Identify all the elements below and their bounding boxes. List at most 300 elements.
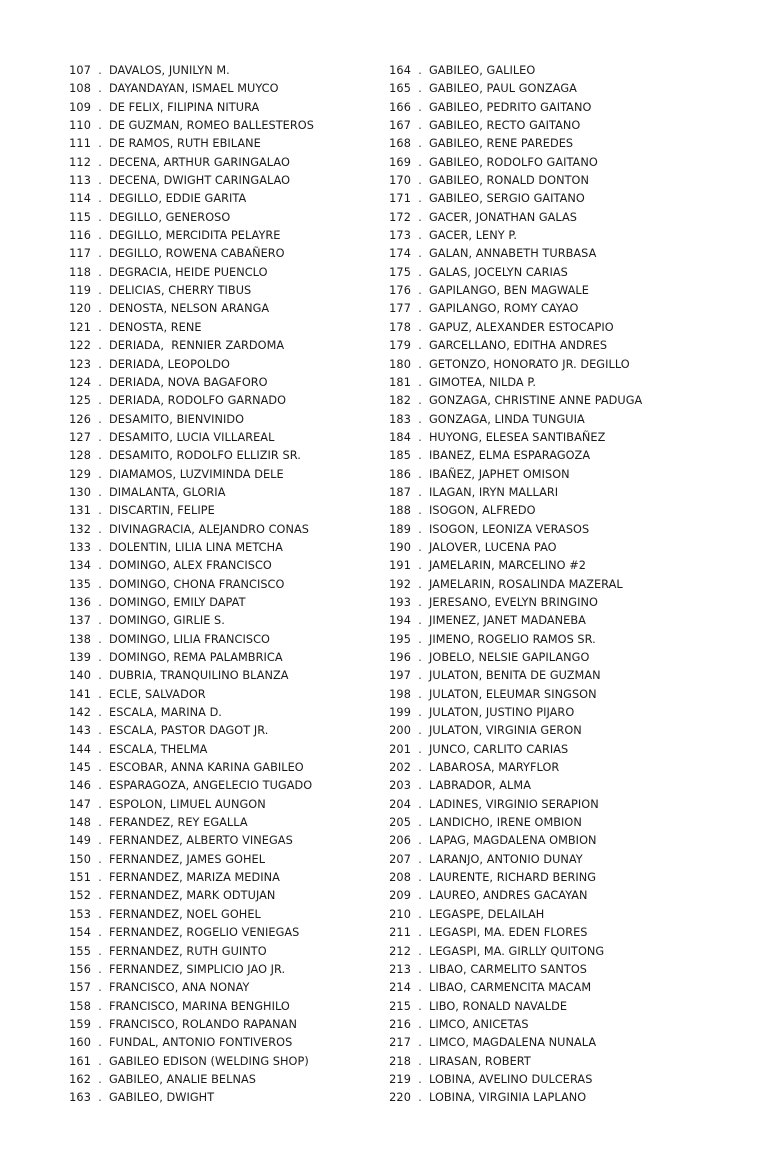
- list-item-name: DOMINGO, ALEX FRANCISCO: [109, 559, 272, 573]
- list-item-separator: .: [98, 82, 102, 96]
- list-item-number: 141: [69, 687, 91, 701]
- list-item-number: 216: [389, 1017, 411, 1031]
- list-item-name: DOMINGO, REMA PALAMBRICA: [109, 651, 283, 664]
- list-item-separator: .: [98, 926, 102, 940]
- list-item-separator: .: [98, 999, 102, 1013]
- list-item: [382, 1089, 702, 1107]
- list-item: [62, 998, 382, 1016]
- list-item: [382, 1053, 702, 1071]
- list-item: [62, 649, 382, 667]
- list-item: [382, 117, 702, 135]
- list-item: [62, 759, 382, 777]
- list-item-name: FRANCISCO, ROLANDO RAPANAN: [109, 1017, 297, 1031]
- list-item-separator: .: [98, 174, 102, 188]
- list-item-separator: .: [418, 155, 422, 169]
- list-item-separator: .: [418, 247, 422, 261]
- list-item-name: ILAGAN, IRYN MALLARI: [429, 485, 559, 499]
- list-item-separator: .: [418, 137, 422, 151]
- list-item-name: LAPAG, MAGDALENA OMBION: [429, 834, 597, 848]
- list-item-number: 176: [389, 284, 411, 298]
- list-item-number: 107: [69, 64, 91, 77]
- list-item: [382, 447, 702, 465]
- list-item-name: LIBAO, CARMELITO SANTOS: [429, 962, 588, 976]
- list-item: [382, 667, 702, 685]
- list-item-name: GABILEO, ANALIE BELNAS: [109, 1072, 256, 1086]
- list-item: [382, 594, 702, 612]
- list-item-name: DIAMAMOS, LUZVIMINDA DELE: [109, 467, 284, 481]
- list-item: [382, 502, 702, 520]
- list-item-number: 210: [389, 907, 411, 921]
- list-item-number: 177: [389, 302, 411, 316]
- list-item: [62, 484, 382, 502]
- list-item-number: 188: [389, 504, 411, 518]
- list-item-number: 160: [69, 1036, 91, 1050]
- list-item-number: 196: [389, 651, 411, 664]
- list-item-name: JIMENEZ, JANET MADANEBA: [429, 614, 586, 628]
- list-item: [62, 1016, 382, 1034]
- list-item-number: 142: [69, 706, 91, 720]
- list-item: [62, 190, 382, 208]
- list-item: [382, 906, 702, 924]
- list-item-number: 186: [389, 467, 411, 481]
- list-item-separator: .: [98, 1036, 102, 1050]
- list-item-name: FRANCISCO, ANA NONAY: [109, 981, 250, 995]
- list-item-name: FERNANDEZ, ALBERTO VINEGAS: [109, 834, 293, 848]
- list-item-separator: .: [418, 504, 422, 518]
- list-item: [382, 300, 702, 318]
- list-item-separator: .: [418, 871, 422, 885]
- list-item-number: 170: [389, 174, 411, 188]
- list-item-number: 173: [389, 229, 411, 243]
- list-item-name: LIBAO, CARMENCITA MACAM: [429, 981, 592, 995]
- list-item: [62, 869, 382, 887]
- list-item: [382, 796, 702, 814]
- list-item-separator: .: [418, 64, 422, 77]
- list-item: [62, 300, 382, 318]
- list-item-name: ESPOLON, LIMUEL AUNGON: [109, 797, 266, 811]
- list-item-name: LOBINA, AVELINO DULCERAS: [429, 1072, 593, 1086]
- list-item-separator: .: [418, 981, 422, 995]
- list-item-name: DESAMITO, RODOLFO ELLIZIR SR.: [109, 449, 301, 463]
- list-item-number: 199: [389, 706, 411, 720]
- list-item-number: 190: [389, 540, 411, 554]
- list-item: [62, 943, 382, 961]
- list-item-separator: .: [418, 320, 422, 334]
- list-item-separator: .: [418, 467, 422, 481]
- list-item-separator: .: [98, 559, 102, 573]
- list-item: [382, 392, 702, 410]
- list-item-separator: .: [418, 742, 422, 756]
- list-item-separator: .: [418, 1091, 422, 1105]
- list-item-name: LABAROSA, MARYFLOR: [429, 761, 560, 775]
- list-item-separator: .: [98, 540, 102, 554]
- list-item-separator: .: [418, 1017, 422, 1031]
- list-item-number: 200: [389, 724, 411, 738]
- list-item-name: GONZAGA, LINDA TUNGUIA: [429, 412, 585, 426]
- list-item-number: 124: [69, 375, 91, 389]
- list-item: [62, 282, 382, 300]
- list-item: [382, 851, 702, 869]
- list-item: [382, 429, 702, 447]
- list-item: [382, 319, 702, 337]
- list-item-separator: .: [418, 339, 422, 353]
- list-item-number: 162: [69, 1072, 91, 1086]
- list-item-name: LIRASAN, ROBERT: [429, 1054, 531, 1068]
- list-item: [62, 447, 382, 465]
- list-item-separator: .: [418, 1072, 422, 1086]
- list-item-name: LIMCO, ANICETAS: [429, 1017, 529, 1031]
- list-item-separator: .: [418, 687, 422, 701]
- list-item-separator: .: [98, 852, 102, 866]
- list-item-separator: .: [418, 119, 422, 133]
- list-item: [62, 502, 382, 520]
- list-item-name: LEGASPI, MA. EDEN FLORES: [429, 926, 588, 940]
- name-list-column-left: [62, 62, 382, 1108]
- list-item-separator: .: [418, 816, 422, 830]
- list-item-number: 128: [69, 449, 91, 463]
- list-item: [62, 924, 382, 942]
- list-item: [382, 245, 702, 263]
- list-item-number: 123: [69, 357, 91, 371]
- list-item-number: 215: [389, 999, 411, 1013]
- list-item-number: 148: [69, 816, 91, 830]
- list-item: [62, 979, 382, 997]
- list-item-number: 129: [69, 467, 91, 481]
- list-item-number: 110: [69, 119, 91, 133]
- list-item-name: LAUREO, ANDRES GACAYAN: [429, 889, 588, 903]
- list-item-separator: .: [98, 687, 102, 701]
- list-item-number: 133: [69, 540, 91, 554]
- list-item: [62, 99, 382, 117]
- list-item-number: 183: [389, 412, 411, 426]
- list-item-number: 191: [389, 559, 411, 573]
- list-item: [382, 557, 702, 575]
- list-item-number: 149: [69, 834, 91, 848]
- list-item-separator: .: [98, 962, 102, 976]
- list-item-number: 136: [69, 595, 91, 609]
- list-item: [382, 722, 702, 740]
- list-item-separator: .: [418, 559, 422, 573]
- list-item: [62, 466, 382, 484]
- list-item: [382, 887, 702, 905]
- list-item-number: 219: [389, 1072, 411, 1086]
- list-item-separator: .: [418, 907, 422, 921]
- list-item-number: 111: [69, 137, 91, 151]
- list-item-separator: .: [418, 632, 422, 646]
- list-item-separator: .: [98, 669, 102, 683]
- list-item-number: 126: [69, 412, 91, 426]
- list-item-name: IBANEZ, ELMA ESPARAGOZA: [429, 449, 591, 463]
- list-item-number: 197: [389, 669, 411, 683]
- list-item-name: GABILEO, PEDRITO GAITANO: [429, 100, 592, 114]
- list-item-number: 117: [69, 247, 91, 261]
- list-item-name: ESPARAGOZA, ANGELECIO TUGADO: [109, 779, 313, 793]
- list-item: [62, 62, 382, 80]
- list-item-separator: .: [98, 504, 102, 518]
- list-item-name: GIMOTEA, NILDA P.: [429, 375, 537, 389]
- list-item: [62, 264, 382, 282]
- list-item: [62, 961, 382, 979]
- list-item-number: 153: [69, 907, 91, 921]
- list-item-name: JIMENO, ROGELIO RAMOS SR.: [429, 632, 596, 646]
- list-item-name: LADINES, VIRGINIO SERAPION: [429, 797, 599, 811]
- list-item-separator: .: [418, 651, 422, 664]
- list-item-name: DELICIAS, CHERRY TIBUS: [109, 284, 252, 298]
- list-item-name: JUNCO, CARLITO CARIAS: [429, 742, 569, 756]
- list-item-name: GACER, JONATHAN GALAS: [429, 210, 578, 224]
- list-item-name: DESAMITO, LUCIA VILLAREAL: [109, 430, 275, 444]
- list-item-separator: .: [418, 229, 422, 243]
- list-item: [62, 906, 382, 924]
- list-item-number: 130: [69, 485, 91, 499]
- list-item: [382, 961, 702, 979]
- list-item-separator: .: [98, 706, 102, 720]
- list-item-name: FERANDEZ, REY EGALLA: [109, 816, 248, 830]
- list-item-name: ESCOBAR, ANNA KARINA GABILEO: [109, 761, 304, 775]
- list-item-number: 175: [389, 265, 411, 279]
- list-item: [382, 80, 702, 98]
- list-item-name: FUNDAL, ANTONIO FONTIVEROS: [109, 1036, 293, 1050]
- list-item-name: FERNANDEZ, ROGELIO VENIEGAS: [109, 926, 300, 940]
- list-item-name: DENOSTA, NELSON ARANGA: [109, 302, 270, 316]
- list-item: [382, 704, 702, 722]
- list-item-separator: .: [418, 430, 422, 444]
- list-item-name: ISOGON, ALFREDO: [429, 504, 536, 518]
- list-item-name: JAMELARIN, MARCELINO #2: [429, 559, 586, 573]
- list-item-number: 172: [389, 210, 411, 224]
- list-item: [62, 117, 382, 135]
- list-item-name: DAVALOS, JUNILYN M.: [109, 64, 230, 77]
- list-item-number: 211: [389, 926, 411, 940]
- list-item-number: 152: [69, 889, 91, 903]
- list-item-separator: .: [418, 265, 422, 279]
- list-item-separator: .: [98, 302, 102, 316]
- list-item-name: FERNANDEZ, SIMPLICIO JAO JR.: [109, 962, 286, 976]
- list-item-name: GABILEO, RONALD DONTON: [429, 174, 589, 188]
- list-item-name: JAMELARIN, ROSALINDA MAZERAL: [429, 577, 623, 591]
- list-item-separator: .: [418, 1036, 422, 1050]
- list-item-number: 122: [69, 339, 91, 353]
- list-item-separator: .: [98, 265, 102, 279]
- list-item-number: 204: [389, 797, 411, 811]
- list-item: [382, 869, 702, 887]
- list-item: [382, 649, 702, 667]
- list-item-number: 206: [389, 834, 411, 848]
- list-item: [382, 814, 702, 832]
- list-item-name: GARCELLANO, EDITHA ANDRES: [429, 339, 608, 353]
- list-item-separator: .: [418, 357, 422, 371]
- list-item: [62, 337, 382, 355]
- list-item-separator: .: [98, 889, 102, 903]
- list-item-separator: .: [418, 412, 422, 426]
- list-item: [382, 411, 702, 429]
- list-item-number: 115: [69, 210, 91, 224]
- list-item-number: 217: [389, 1036, 411, 1050]
- list-item-name: JERESANO, EVELYN BRINGINO: [429, 595, 598, 609]
- list-item-number: 109: [69, 100, 91, 114]
- list-item-number: 181: [389, 375, 411, 389]
- list-item-separator: .: [418, 706, 422, 720]
- list-item-name: DIMALANTA, GLORIA: [109, 485, 226, 499]
- list-item-number: 167: [389, 119, 411, 133]
- list-item-number: 140: [69, 669, 91, 683]
- list-item-separator: .: [98, 907, 102, 921]
- list-item-separator: .: [98, 577, 102, 591]
- list-item-name: FERNANDEZ, MARK ODTUJAN: [109, 889, 276, 903]
- list-item: [62, 594, 382, 612]
- list-item: [382, 154, 702, 172]
- list-item: [382, 759, 702, 777]
- list-item: [382, 99, 702, 117]
- list-item: [382, 1034, 702, 1052]
- list-item-name: LEGASPE, DELAILAH: [429, 907, 545, 921]
- list-item-name: DOLENTIN, LILIA LINA METCHA: [109, 540, 283, 554]
- list-item-separator: .: [98, 742, 102, 756]
- list-item-separator: .: [98, 981, 102, 995]
- list-item-name: LANDICHO, IRENE OMBION: [429, 816, 582, 830]
- list-item-number: 174: [389, 247, 411, 261]
- list-item-name: LABRADOR, ALMA: [429, 779, 531, 793]
- list-item-separator: .: [418, 779, 422, 793]
- list-item: [382, 943, 702, 961]
- list-item-number: 113: [69, 174, 91, 188]
- list-item-name: LIBO, RONALD NAVALDE: [429, 999, 568, 1013]
- list-item-number: 209: [389, 889, 411, 903]
- list-item-separator: .: [98, 449, 102, 463]
- list-item-name: GABILEO EDISON (WELDING SHOP): [109, 1054, 309, 1068]
- list-item-number: 161: [69, 1054, 91, 1068]
- list-item: [62, 356, 382, 374]
- list-item-number: 163: [69, 1091, 91, 1105]
- list-item: [62, 722, 382, 740]
- list-item-name: IBAÑEZ, JAPHET OMISON: [429, 467, 570, 481]
- list-item-separator: .: [418, 394, 422, 408]
- list-item-name: GABILEO, PAUL GONZAGA: [429, 82, 577, 96]
- list-item-number: 171: [389, 192, 411, 206]
- list-item-separator: .: [98, 357, 102, 371]
- list-item-name: GABILEO, RODOLFO GAITANO: [429, 155, 598, 169]
- list-item-name: GACER, LENY P.: [429, 229, 518, 243]
- list-item-number: 118: [69, 265, 91, 279]
- list-item-number: 143: [69, 724, 91, 738]
- list-item-separator: .: [98, 155, 102, 169]
- list-item-separator: .: [98, 320, 102, 334]
- list-item: [382, 282, 702, 300]
- list-item-name: LAURENTE, RICHARD BERING: [429, 871, 597, 885]
- list-item-name: GABILEO, GALILEO: [429, 64, 536, 77]
- list-item-separator: .: [418, 522, 422, 536]
- list-item-number: 220: [389, 1091, 411, 1105]
- list-item: [382, 979, 702, 997]
- list-item-separator: .: [98, 834, 102, 848]
- list-item: [62, 521, 382, 539]
- list-item: [62, 796, 382, 814]
- list-item-name: DOMINGO, EMILY DAPAT: [109, 595, 246, 609]
- list-item-name: GAPILANGO, BEN MAGWALE: [429, 284, 589, 298]
- list-item-number: 145: [69, 761, 91, 775]
- list-item-name: JULATON, VIRGINIA GERON: [429, 724, 582, 738]
- list-item-separator: .: [418, 284, 422, 298]
- list-item: [62, 814, 382, 832]
- list-item: [382, 741, 702, 759]
- list-item: [62, 539, 382, 557]
- list-item-separator: .: [418, 82, 422, 96]
- list-item: [382, 539, 702, 557]
- list-item-number: 195: [389, 632, 411, 646]
- list-item-name: GALAS, JOCELYN CARIAS: [429, 265, 568, 279]
- list-item-number: 165: [389, 82, 411, 96]
- list-item-number: 169: [389, 155, 411, 169]
- list-item-number: 166: [389, 100, 411, 114]
- list-item-name: DISCARTIN, FELIPE: [109, 504, 215, 518]
- list-item-name: DECENA, DWIGHT CARINGALAO: [109, 174, 291, 188]
- list-item-number: 112: [69, 155, 91, 169]
- list-item-separator: .: [418, 669, 422, 683]
- list-item-name: DEGILLO, ROWENA CABAÑERO: [109, 247, 285, 261]
- list-item-name: DERIADA, RENNIER ZARDOMA: [109, 339, 285, 353]
- list-item-separator: .: [98, 485, 102, 499]
- list-item-name: JALOVER, LUCENA PAO: [429, 540, 557, 554]
- list-item-name: DEGILLO, MERCIDITA PELAYRE: [109, 229, 281, 243]
- list-item-separator: .: [98, 210, 102, 224]
- list-item-separator: .: [418, 999, 422, 1013]
- list-item: [62, 1089, 382, 1107]
- list-item-name: GALAN, ANNABETH TURBASA: [429, 247, 597, 261]
- list-item-separator: .: [418, 962, 422, 976]
- list-item-number: 120: [69, 302, 91, 316]
- list-item: [382, 374, 702, 392]
- list-item-number: 180: [389, 357, 411, 371]
- list-item-number: 114: [69, 192, 91, 206]
- list-item: [62, 209, 382, 227]
- list-item-name: FERNANDEZ, MARIZA MEDINA: [109, 871, 280, 885]
- list-item-separator: .: [418, 724, 422, 738]
- list-item-separator: .: [418, 797, 422, 811]
- list-item-number: 157: [69, 981, 91, 995]
- list-item-separator: .: [98, 284, 102, 298]
- list-item-number: 202: [389, 761, 411, 775]
- list-item-separator: .: [98, 1091, 102, 1105]
- list-item-separator: .: [418, 889, 422, 903]
- list-item-name: FERNANDEZ, JAMES GOHEL: [109, 852, 266, 866]
- list-item: [62, 851, 382, 869]
- list-item-name: DAYANDAYAN, ISMAEL MUYCO: [109, 82, 279, 96]
- list-item-name: HUYONG, ELESEA SANTIBAÑEZ: [429, 430, 606, 444]
- list-item-separator: .: [418, 926, 422, 940]
- list-item-name: GABILEO, RECTO GAITANO: [429, 119, 581, 133]
- list-item-name: DE FELIX, FILIPINA NITURA: [109, 100, 260, 114]
- list-item-name: GAPILANGO, ROMY CAYAO: [429, 302, 579, 316]
- list-item-name: ISOGON, LEONIZA VERASOS: [429, 522, 590, 536]
- list-item-name: LIMCO, MAGDALENA NUNALA: [429, 1036, 597, 1050]
- list-item-number: 192: [389, 577, 411, 591]
- list-item-name: DOMINGO, GIRLIE S.: [109, 614, 225, 628]
- list-item-separator: .: [98, 119, 102, 133]
- list-item-separator: .: [418, 100, 422, 114]
- list-item-number: 212: [389, 944, 411, 958]
- list-item: [382, 190, 702, 208]
- list-item-separator: .: [418, 614, 422, 628]
- list-item: [62, 1053, 382, 1071]
- list-item-number: 121: [69, 320, 91, 334]
- list-item-name: DENOSTA, RENE: [109, 320, 202, 334]
- list-item: [62, 557, 382, 575]
- list-item-number: 108: [69, 82, 91, 96]
- list-item-separator: .: [98, 192, 102, 206]
- list-item-name: JOBELO, NELSIE GAPILANGO: [429, 651, 590, 664]
- list-item-separator: .: [98, 871, 102, 885]
- list-item: [62, 741, 382, 759]
